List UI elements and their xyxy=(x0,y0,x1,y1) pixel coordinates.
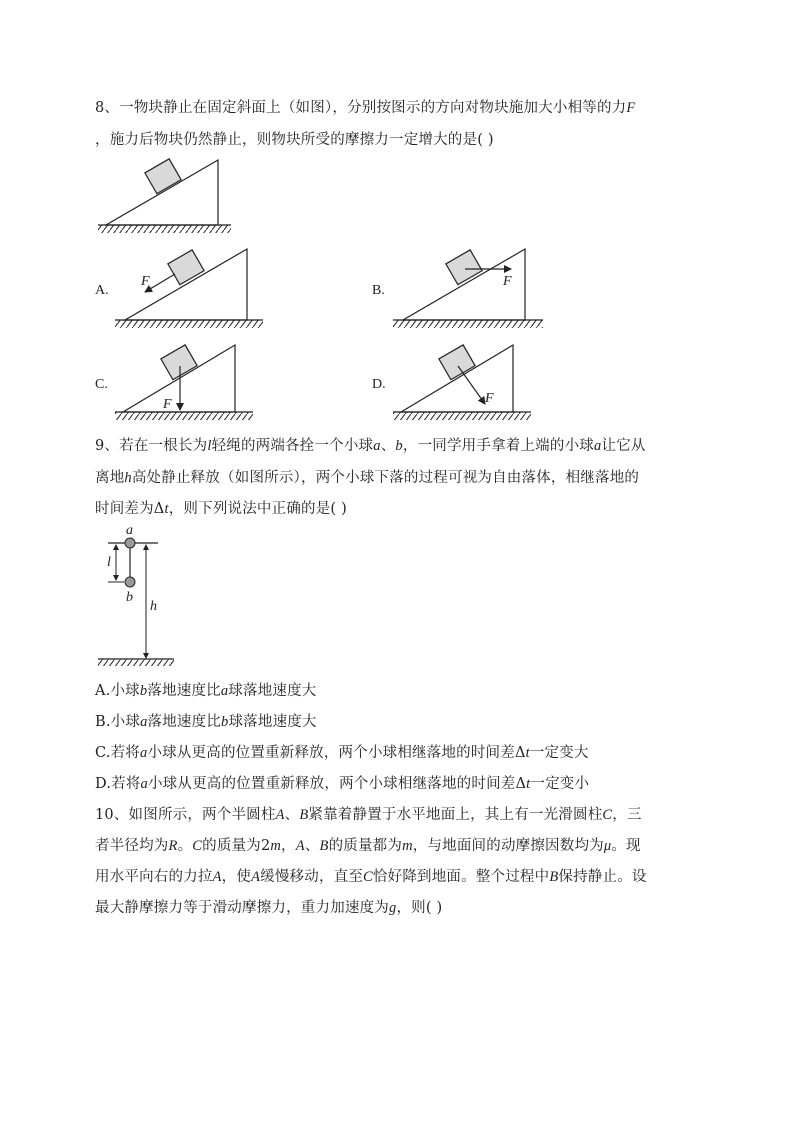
q10-line4: 最大静摩擦力等于滑动摩擦力，重力加速度为g，则( ) xyxy=(95,900,443,916)
q8-b-force-label: F xyxy=(503,274,512,289)
q8-c-force-label: F xyxy=(163,397,172,412)
q8-option-a-label: A. xyxy=(95,283,109,298)
q8-option-c-figure xyxy=(115,342,255,426)
q8-option-a-figure xyxy=(115,247,265,329)
q8-option-d-label: D. xyxy=(372,377,386,392)
q9-line2: 离地h高处静止释放（如图所示），两个小球下落的过程可视为自由落体，相继落地的 xyxy=(95,470,640,486)
q9-option-b: B.小球a落地速度比b球落地速度大 xyxy=(95,714,317,730)
q8-a-force-label: F xyxy=(141,274,150,289)
q9-length-l-label: l xyxy=(107,555,111,570)
q9-falling-balls-figure xyxy=(96,524,178,668)
q9-option-d: D.若将a小球从更高的位置重新释放，两个小球相继落地的时间差Δt一定变小 xyxy=(95,776,590,792)
q9-ball-b-label: b xyxy=(126,590,133,605)
q8-option-c-label: C. xyxy=(95,377,108,392)
q8-d-force-label: F xyxy=(485,391,494,406)
q8-option-b-label: B. xyxy=(372,283,385,298)
q10-line3: 用水平向右的力拉A，使A缓慢移动，直至C恰好降到地面。整个过程中B保持静止。设 xyxy=(95,869,647,885)
q9-line1: 9、若在一根长为l轻绳的两端各拴一个小球a、b，一同学用手拿着上端的小球a让它从 xyxy=(95,438,646,454)
q8-option-d-figure xyxy=(393,342,533,426)
q8-option-b-figure xyxy=(393,247,545,329)
q10-line1: 10、如图所示，两个半圆柱A、B紧靠着静置于水平地面上，其上有一光滑圆柱C，三 xyxy=(95,807,642,823)
q9-option-a: A.小球b落地速度比a球落地速度大 xyxy=(95,683,317,699)
q8-line1: 8、一物块静止在固定斜面上（如图），分别按图示的方向对物块施加大小相等的力F xyxy=(95,100,636,116)
q9-option-c: C.若将a小球从更高的位置重新释放，两个小球相继落地的时间差Δt一定变大 xyxy=(95,745,589,761)
q8-main-incline-figure xyxy=(98,158,238,238)
q9-height-h-label: h xyxy=(150,599,157,614)
q8-line2: ，施力后物块仍然静止，则物块所受的摩擦力一定增大的是( ) xyxy=(95,132,494,148)
q9-line3: 时间差为Δt，则下列说法中正确的是( ) xyxy=(95,501,347,517)
q10-line2: 者半径均为R。C的质量为2m，A、B的质量都为m，与地面间的动摩擦因数均为μ。现 xyxy=(95,838,641,854)
q9-ball-a-label: a xyxy=(126,523,133,538)
